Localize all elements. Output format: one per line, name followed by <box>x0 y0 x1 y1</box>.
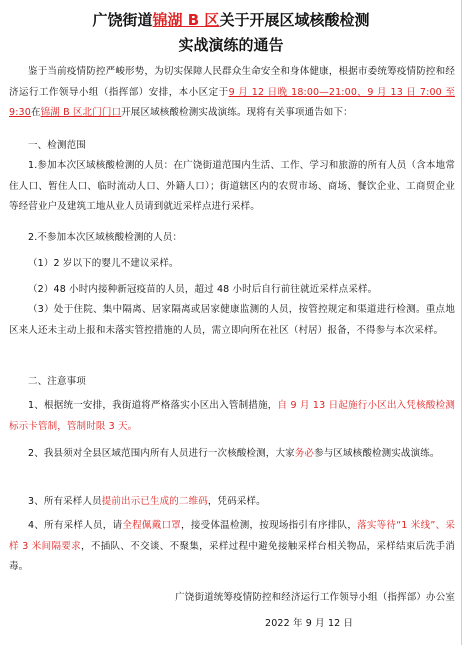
section2-item4-highlight-2: 落实等待“1 米线”、采样 3 米间隔要求 <box>9 520 455 552</box>
section2-item1-text: 1、根据统一安排，我街道将严格落实小区出入管制措施， <box>28 400 278 411</box>
section1-item2: 2.不参加本次区域核酸检测的人员： <box>28 232 183 243</box>
section2-item3-text-2: ，凭码采样。 <box>207 496 266 507</box>
notice-title-line2: 实战演练的通告 <box>178 36 284 54</box>
section2-item2 <box>9 444 455 465</box>
section1-sub3: （3）处于住院、集中隔离、居家隔离或居家健康监测的人员，按管控规定和渠道进行检测。重点地区来人还未主动上报和未落实管控措施的人员，需立即向所在社区（村居）报备，不得参与本次采样。 <box>9 304 455 336</box>
intro-place-highlight: 锦湖 B 区北门门口 <box>40 107 122 118</box>
section2-item2-highlight: 务必 <box>294 448 315 459</box>
section2-heading: 二、注意事项 <box>28 376 86 387</box>
section1-sub1: （1）2 岁以下的婴儿不建议采样。 <box>28 258 179 269</box>
section2-item1 <box>9 396 455 437</box>
footer-org: 广饶街道统筹疫情防控和经济运行工作领导小组（指挥部）办公室 <box>175 592 455 603</box>
section2-item4-text-1: 4、所有采样人员，请 <box>28 520 123 531</box>
section1-item1: 1.参加本次区域核酸检测的人员：在广饶街道范围内生活、工作、学习和旅游的所有人员（含本地常住人口、暂住人口、临时流动人口、外籍人口）；街道辖区内的农贸市场、商场、餐饮企业、工商贸企业等经营业户及建筑工地从业人员请到就近采样点进行采样。 <box>9 160 455 212</box>
section1-sub2: （2）48 小时内接种新冠疫苗的人员，超过 48 小时后自行前往就近采样点采样。 <box>28 284 378 295</box>
intro-text-2: 在 <box>30 107 41 118</box>
title-part1: 广饶街道 <box>92 11 153 29</box>
section2-item3-highlight: 提前出示已生成的二维码 <box>101 496 208 507</box>
intro-text-3: 开展区域核酸检测实战演练。现将有关事项通告如下： <box>121 107 353 118</box>
footer-date: 2022 年 9 月 12 日 <box>265 618 354 629</box>
section2-item2-text-2: 参与区域核酸检测实战演练。 <box>314 448 440 459</box>
section2-item4 <box>9 516 455 578</box>
intro-time-highlight: 9 月 12 日晚 18:00—21:00，9 月 13 日 7:00 至 9:30 <box>9 86 455 118</box>
section2-item1-highlight: 自 9 月 13 日起施行小区出入凭核酸检测标示卡管制，管制时限 3 天。 <box>9 400 455 432</box>
section2-item3-text-1: 3、所有采样人员 <box>28 496 102 507</box>
section1-heading: 一、检测范围 <box>28 140 86 151</box>
title-location-highlight: 锦湖 B 区 <box>152 11 220 29</box>
title-part2: 关于开展区域核酸检测 <box>219 11 370 29</box>
notice-title-line1 <box>0 10 462 30</box>
section2-item3 <box>9 492 455 513</box>
intro-text-1: 鉴于当前疫情防控严峻形势，为切实保障人民群众生命安全和身体健康，根据市委统筹疫情防控和经济运行工作领导小组（指挥部）安排，本小区定于 <box>9 66 455 98</box>
section2-item4-highlight-1: 全程佩戴口罩 <box>122 520 182 531</box>
section2-item4-text-3: ，不插队、不交谈、不聚集，采样过程中避免接触采样台相关物品，采样结束后洗手消毒。 <box>9 540 456 572</box>
section2-item2-text-1: 2、我县须对全县区域范围内所有人员进行一次核酸检测，大家 <box>28 448 295 459</box>
section2-item4-text-2: ，接受体温检测，按现场指引有序排队， <box>181 520 358 531</box>
intro-paragraph <box>9 62 455 124</box>
